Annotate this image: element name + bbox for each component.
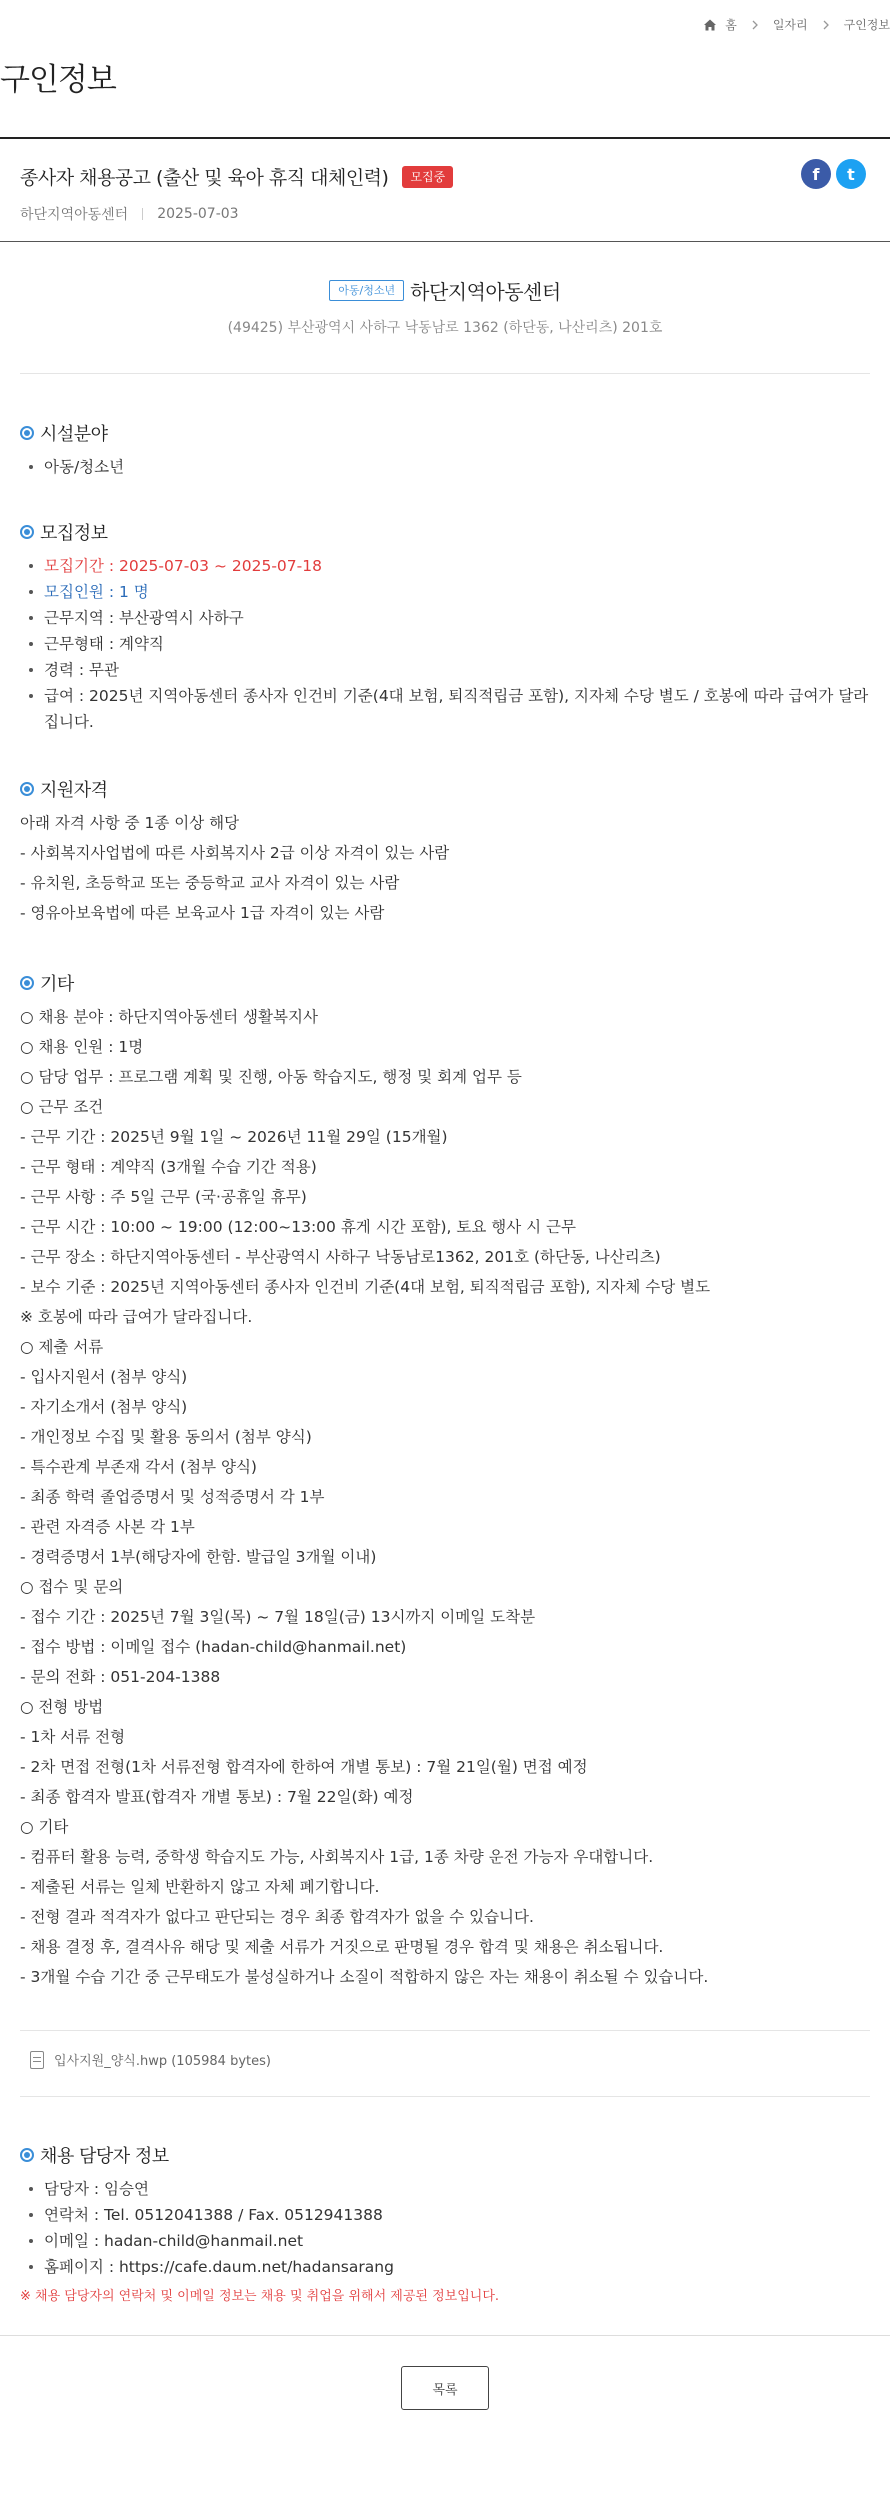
text-line: - 관련 자격증 사본 각 1부 <box>20 1518 195 1536</box>
attachment-divider-bottom <box>20 2096 870 2097</box>
share-buttons <box>801 159 866 189</box>
contact-list <box>20 2176 870 2280</box>
recruit-period: 모집기간 : 2025-07-03 ~ 2025-07-18 <box>20 553 870 579</box>
section-contact <box>20 2142 870 2308</box>
contact-email: 이메일 : hadan-child@hanmail.net <box>20 2228 870 2254</box>
text-line: - 사회복지사업법에 따른 사회복지사 2급 이상 자격이 있는 사람 <box>20 844 450 862</box>
text-line: - 입사지원서 (첨부 양식) <box>20 1368 188 1386</box>
text-line: - 근무 장소 : 하단지역아동센터 - 부산광역시 사하구 낙동남로1362, 201호 (하단동, 나산리츠) <box>20 1248 661 1266</box>
privacy-note: ※ 채용 담당자의 연락처 및 이메일 정보는 채용 및 취업을 위해서 제공된 정보입니다. <box>20 2289 500 2304</box>
text-line: ○ 근무 조건 <box>20 1098 104 1116</box>
list-item: 근무형태 : 계약직 <box>20 631 870 657</box>
section-bullet-icon <box>20 976 34 990</box>
text-line: - 컴퓨터 활용 능력, 중학생 학습지도 가능, 사회복지사 1급, 1종 차량 운전 가능자 우대합니다. <box>20 1848 654 1866</box>
org-name: 하단지역아동센터 <box>410 280 561 304</box>
text-line: - 보수 기준 : 2025년 지역아동센터 종사자 인건비 기준(4대 보험, 퇴직적립금 포함), 지자체 수당 별도 <box>20 1278 711 1296</box>
text-line: - 개인정보 수집 및 활용 동의서 (첨부 양식) <box>20 1428 312 1446</box>
text-line: - 전형 결과 적격자가 없다고 판단되는 경우 최종 합격자가 없을 수 있습니다. <box>20 1908 534 1926</box>
list-item: 경력 : 무관 <box>20 657 870 683</box>
text-line: - 자기소개서 (첨부 양식) <box>20 1398 188 1416</box>
breadcrumb-item-recruit[interactable]: 구인정보 <box>843 18 890 32</box>
section-bullet-icon <box>20 782 34 796</box>
section-head <box>20 776 870 802</box>
section-head <box>20 519 870 545</box>
breadcrumb <box>703 16 890 33</box>
text-line: ○ 전형 방법 <box>20 1698 104 1716</box>
text-line: - 접수 기간 : 2025년 7월 3일(목) ~ 7월 18일(금) 13시까지 이메일 도착분 <box>20 1608 536 1626</box>
section-head <box>20 970 870 996</box>
attachment-link[interactable] <box>30 2050 271 2069</box>
text-line: - 유치원, 초등학교 또는 중등학교 교사 자격이 있는 사람 <box>20 874 400 892</box>
org-divider <box>20 373 870 374</box>
section-head <box>20 420 870 446</box>
breadcrumb-item-jobs[interactable]: 일자리 <box>772 18 808 32</box>
text-line: - 3개월 수습 기간 중 근무태도가 불성실하거나 소질이 적합하지 않은 자는 채용이 취소될 수 있습니다. <box>20 1968 709 1986</box>
attachment-divider-top <box>20 2030 870 2031</box>
text-line: - 최종 학력 졸업증명서 및 성적증명서 각 1부 <box>20 1488 325 1506</box>
text-line: - 근무 사항 : 주 5일 근무 (국·공휴일 휴무) <box>20 1188 307 1206</box>
list-item: 급여 : 2025년 지역아동센터 종사자 인건비 기준(4대 보험, 퇴직적립금 포함), 지자체 수당 별도 / 호봉에 따라 급여가 달라집니다. <box>20 683 870 735</box>
job-meta <box>20 204 239 224</box>
text-line: - 근무 형태 : 계약직 (3개월 수습 기간 적용) <box>20 1158 317 1176</box>
qualification-lines <box>20 808 870 928</box>
facebook-share-button[interactable]: f <box>801 159 831 189</box>
section-bullet-icon <box>20 525 34 539</box>
text-line: - 영유아보육법에 따른 보육교사 1급 자격이 있는 사람 <box>20 904 385 922</box>
text-line: ○ 접수 및 문의 <box>20 1578 124 1596</box>
job-org: 하단지역아동센터 <box>20 207 129 223</box>
meta-divider <box>142 208 143 220</box>
etc-lines <box>20 1002 870 1992</box>
contact-phone: 연락처 : Tel. 0512041388 / Fax. 0512941388 <box>20 2202 870 2228</box>
chevron-right-icon <box>749 19 761 31</box>
file-icon <box>30 2051 44 2069</box>
org-category-badge: 아동/청소년 <box>329 280 404 301</box>
text-line: - 채용 결정 후, 결격사유 해당 및 제출 서류가 거짓으로 판명될 경우 합격 및 채용은 취소됩니다. <box>20 1938 664 1956</box>
twitter-share-button[interactable]: t <box>836 159 866 189</box>
text-line: - 최종 합격자 발표(합격자 개별 통보) : 7월 22일(화) 예정 <box>20 1788 414 1806</box>
text-line: - 문의 전화 : 051-204-1388 <box>20 1668 221 1686</box>
section-recruit <box>20 519 870 735</box>
text-line: - 특수관계 부존재 각서 (첨부 양식) <box>20 1458 257 1476</box>
home-icon[interactable] <box>703 18 717 32</box>
status-badge: 모집중 <box>402 166 453 188</box>
text-line: ※ 호봉에 따라 급여가 달라집니다. <box>20 1308 253 1326</box>
recruit-list <box>20 553 870 735</box>
job-date: 2025-07-03 <box>157 206 239 222</box>
recruit-count: 모집인원 : 1 명 <box>20 579 870 605</box>
org-address: (49425) 부산광역시 사하구 낙동남로 1362 (하단동, 나산리츠) 201호 <box>227 320 663 336</box>
section-head <box>20 2142 870 2168</box>
section-title: 지원자격 <box>40 780 108 801</box>
job-title: 종사자 채용공고 (출산 및 육아 휴직 대체인력) <box>20 167 389 189</box>
text-line: - 근무 시간 : 10:00 ~ 19:00 (12:00~13:00 휴게 시간 포함), 토요 행사 시 근무 <box>20 1218 577 1236</box>
text-line: 아래 자격 사항 중 1종 이상 해당 <box>20 814 240 832</box>
bottom-divider <box>0 2335 890 2336</box>
text-line: ○ 채용 인원 : 1명 <box>20 1038 144 1056</box>
facility-list <box>20 454 870 480</box>
section-bullet-icon <box>20 2148 34 2162</box>
section-title: 채용 담당자 정보 <box>40 2146 169 2167</box>
text-line: ○ 담당 업무 : 프로그램 계획 및 진행, 아동 학습지도, 행정 및 회계 업무 등 <box>20 1068 522 1086</box>
section-bullet-icon <box>20 426 34 440</box>
page-title: 구인정보 <box>0 62 116 98</box>
contact-person: 담당자 : 임승연 <box>20 2176 870 2202</box>
contact-homepage: 홈페이지 : https://cafe.daum.net/hadansarang <box>20 2254 870 2280</box>
text-line: - 근무 기간 : 2025년 9월 1일 ~ 2026년 11월 29일 (15개월) <box>20 1128 448 1146</box>
section-facility <box>20 420 870 480</box>
attachment-label[interactable]: 입사지원_양식.hwp (105984 bytes) <box>54 2054 271 2069</box>
org-line <box>329 276 560 305</box>
text-line: ○ 제출 서류 <box>20 1338 104 1356</box>
list-item: 근무지역 : 부산광역시 사하구 <box>20 605 870 631</box>
org-block <box>0 276 890 337</box>
section-title: 기타 <box>40 974 74 995</box>
section-title: 모집정보 <box>40 523 108 544</box>
text-line: - 경력증명서 1부(해당자에 한함. 발급일 3개월 이내) <box>20 1548 377 1566</box>
text-line: - 제출된 서류는 일체 반환하지 않고 자체 폐기합니다. <box>20 1878 380 1896</box>
chevron-right-icon <box>820 19 832 31</box>
section-qualification <box>20 776 870 928</box>
job-header <box>0 139 890 242</box>
text-line: ○ 채용 분야 : 하단지역아동센터 생활복지사 <box>20 1008 318 1026</box>
section-etc <box>20 970 870 1992</box>
text-line: - 1차 서류 전형 <box>20 1728 126 1746</box>
section-title: 시설분야 <box>40 424 108 445</box>
text-line: - 2차 면접 전형(1차 서류전형 합격자에 한하여 개별 통보) : 7월 21일(월) 면접 예정 <box>20 1758 588 1776</box>
breadcrumb-home[interactable]: 홈 <box>725 18 737 32</box>
list-item: 아동/청소년 <box>20 454 870 480</box>
text-line: ○ 기타 <box>20 1818 69 1836</box>
job-title-row <box>20 163 453 190</box>
list-button[interactable]: 목록 <box>401 2366 489 2410</box>
text-line: - 접수 방법 : 이메일 접수 (hadan-child@hanmail.net) <box>20 1638 407 1656</box>
